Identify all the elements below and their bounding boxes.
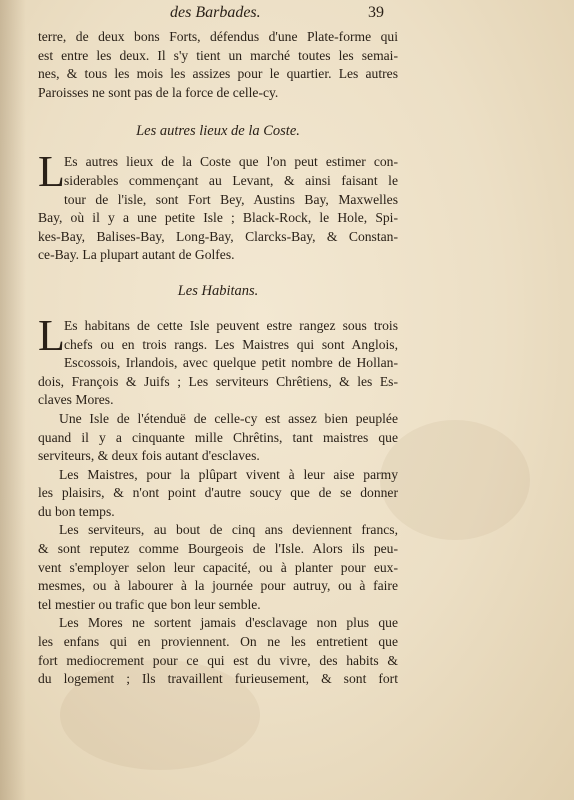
text-line: les plaisirs, & n'ont point d'autre soucy que de se donner — [38, 485, 398, 501]
text-line: est entre les deux. Il s'y tient un marché toutes les semai- — [38, 47, 398, 63]
text-block — [38, 28, 398, 689]
habitans-paragraph-4 — [38, 521, 398, 614]
text-line: chefs ou en trois rangs. Les Maistres qui sont Anglois, — [64, 336, 398, 352]
text-line: du logement ; Ils travaillent furieusement, & sont fort — [38, 671, 398, 687]
habitans-paragraph-1 — [38, 310, 398, 410]
page-number: 39 — [368, 4, 384, 21]
text-line: kes-Bay, Balises-Bay, Long-Bay, Clarcks-Bay, & Constan- — [38, 228, 398, 244]
text-line: les enfans qui en proviennent. On ne les entretient que — [38, 634, 398, 650]
text-line: Une Isle de l'étenduë de celle-cy est assez bien peuplée — [59, 410, 398, 426]
text-line: mesmes, ou à labourer à la journée pour autruy, ou à faire — [38, 578, 398, 594]
text-line: tel mestier ou trafic que bon leur semble. — [38, 596, 261, 612]
drop-cap: L — [38, 147, 65, 197]
coste-paragraph — [38, 147, 398, 265]
habitans-paragraph-3 — [38, 466, 398, 522]
text-line: Les serviteurs, au bout de cinq ans deviennent francs, — [59, 522, 398, 538]
text-line: du bon temps. — [38, 503, 115, 519]
text-line: & sont reputez comme Bourgeois de l'Isle. Alors ils peu- — [38, 541, 398, 557]
text-line: Escossois, Irlandois, avec quelque petit nombre de Hollan- — [64, 355, 398, 371]
text-line: Es habitans de cette Isle peuvent estre rangez sous trois — [64, 317, 398, 333]
intro-paragraph — [38, 28, 398, 102]
text-line: vent s'employer selon leur capacité, ou à planter pour eux- — [38, 559, 398, 575]
page-header — [0, 4, 574, 26]
text-line: nes, & tous les mois les assizes pour le quartier. Les autres — [38, 66, 398, 82]
text-line: terre, de deux bons Forts, défendus d'une Plate-forme qui — [38, 29, 398, 44]
section-title-habitans: Les Habitans. — [177, 282, 259, 299]
text-line: fort mediocrement pour ce qui est du vivre, des habits & — [38, 652, 398, 668]
section-title-coste: Les autres lieux de la Coste. — [136, 123, 300, 140]
habitans-paragraph-5 — [38, 614, 398, 688]
text-line: claves Mores. — [38, 392, 114, 408]
habitans-paragraph-2 — [38, 410, 398, 466]
text-line: quand il y a cinquante mille Chrêtins, tant maistres que — [38, 429, 398, 445]
drop-cap: L — [38, 310, 65, 360]
text-line: siderables commençant au Levant, & ainsi faisant le — [64, 172, 398, 188]
binding-shadow — [0, 0, 26, 800]
text-line: dois, François & Juifs ; Les serviteurs Chrêtiens, & les Es- — [38, 373, 398, 389]
running-head: des Barbades. — [170, 4, 261, 21]
paper-stain — [380, 420, 530, 540]
text-line: tour de l'isle, sont Fort Bey, Austins Bay, Maxwelles — [64, 191, 398, 207]
text-line: Paroisses ne sont pas de la force de celle-cy. — [38, 84, 279, 100]
text-line: Bay, où il y a une petite Isle ; Black-Rock, le Hole, Spi- — [38, 210, 398, 226]
text-line: Les Maistres, pour la plûpart vivent à leur aise parmy — [59, 466, 398, 482]
text-line: Les Mores ne sortent jamais d'esclavage non plus que — [59, 615, 398, 631]
text-line: serviteurs, & deux fois autant d'esclaves. — [38, 448, 260, 464]
text-line: ce-Bay. La plupart autant de Golfes. — [38, 247, 235, 263]
text-line: Es autres lieux de la Coste que l'on peut estimer con- — [64, 154, 398, 170]
